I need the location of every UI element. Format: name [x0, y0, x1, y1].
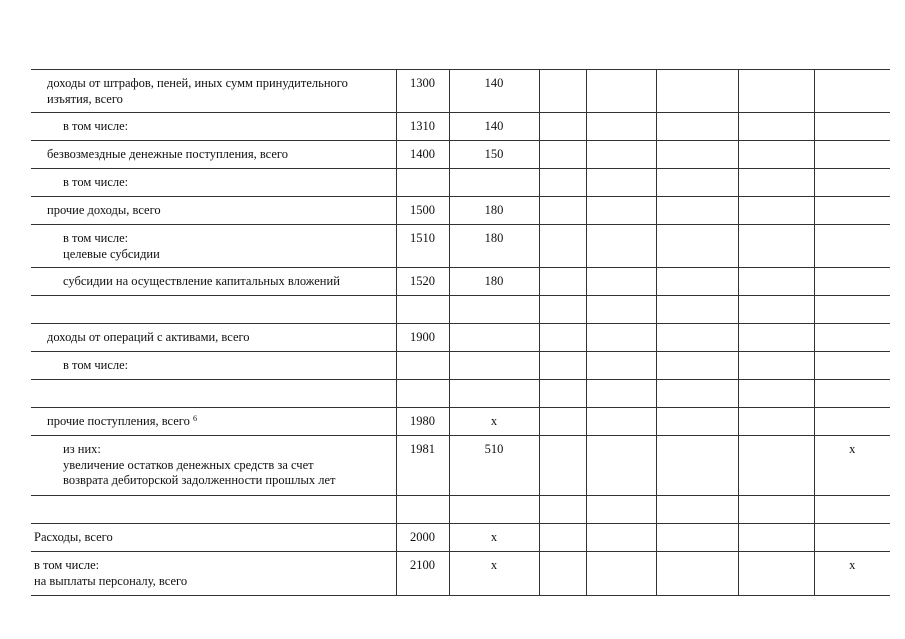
value-cell: [586, 436, 656, 496]
row-code: 1520: [396, 268, 449, 296]
row-label: [31, 197, 396, 225]
row-label-line: доходы от штрафов, пеней, иных сумм принудительного: [47, 76, 348, 90]
value-cell: [738, 408, 814, 436]
row-label-line: доходы от операций с активами, всего: [47, 330, 250, 344]
value-cell: [586, 296, 656, 324]
table-row: [31, 380, 890, 408]
row-last-value: [814, 296, 890, 324]
value-cell: [738, 197, 814, 225]
value-cell: [586, 496, 656, 524]
row-code: 1400: [396, 141, 449, 169]
row-code: 1980: [396, 408, 449, 436]
table-row: [31, 197, 890, 225]
value-cell: [656, 169, 738, 197]
value-cell: [656, 268, 738, 296]
value-cell: [656, 496, 738, 524]
row-label: [31, 352, 396, 380]
value-cell: [539, 225, 586, 268]
value-cell: [539, 436, 586, 496]
row-kosgu: х: [449, 524, 539, 552]
row-last-value: [814, 408, 890, 436]
row-label: [31, 496, 396, 524]
table-row: [31, 268, 890, 296]
value-cell: [539, 496, 586, 524]
table-row: [31, 552, 890, 596]
row-label: [31, 169, 396, 197]
row-kosgu: [449, 296, 539, 324]
row-label: [31, 380, 396, 408]
table-row: [31, 141, 890, 169]
row-code: [396, 496, 449, 524]
row-kosgu: 140: [449, 113, 539, 141]
value-cell: [539, 552, 586, 596]
value-cell: [738, 380, 814, 408]
row-kosgu: 180: [449, 268, 539, 296]
row-label-line: [47, 502, 393, 518]
row-last-value: х: [814, 436, 890, 496]
row-kosgu: 180: [449, 197, 539, 225]
value-cell: [656, 225, 738, 268]
value-cell: [539, 268, 586, 296]
value-cell: [539, 408, 586, 436]
table-row: [31, 436, 890, 496]
value-cell: [738, 141, 814, 169]
value-cell: [656, 436, 738, 496]
value-cell: [656, 380, 738, 408]
value-cell: [586, 380, 656, 408]
row-label-line: из них:: [63, 442, 101, 456]
row-label: [31, 113, 396, 141]
value-cell: [738, 296, 814, 324]
table-row: [31, 113, 890, 141]
row-label: [31, 225, 396, 268]
row-code: 1500: [396, 197, 449, 225]
value-cell: [539, 169, 586, 197]
row-label-line: Расходы, всего: [34, 530, 113, 544]
row-code: 2000: [396, 524, 449, 552]
row-kosgu: [449, 352, 539, 380]
row-label: [31, 141, 396, 169]
row-label: [31, 268, 396, 296]
row-kosgu: [449, 380, 539, 408]
value-cell: [738, 552, 814, 596]
table-row: [31, 169, 890, 197]
value-cell: [738, 324, 814, 352]
value-cell: [738, 113, 814, 141]
row-code: 1510: [396, 225, 449, 268]
value-cell: [656, 524, 738, 552]
row-kosgu: 510: [449, 436, 539, 496]
row-label-line: в том числе:: [63, 358, 129, 372]
value-cell: [539, 324, 586, 352]
value-cell: [586, 552, 656, 596]
table-row: [31, 496, 890, 524]
value-cell: [539, 380, 586, 408]
row-kosgu: 150: [449, 141, 539, 169]
value-cell: [539, 296, 586, 324]
row-label: [31, 296, 396, 324]
row-last-value: [814, 352, 890, 380]
value-cell: [738, 70, 814, 113]
row-kosgu: [449, 324, 539, 352]
table-row: [31, 408, 890, 436]
budget-table: [31, 69, 890, 596]
value-cell: [656, 552, 738, 596]
row-last-value: [814, 380, 890, 408]
row-label-line: увеличение остатков денежных средств за счет: [63, 457, 314, 472]
row-last-value: [814, 70, 890, 113]
row-label-line: в том числе:: [63, 231, 129, 245]
value-cell: [656, 408, 738, 436]
row-label-line: [47, 386, 393, 402]
row-code: 1981: [396, 436, 449, 496]
row-code: [396, 296, 449, 324]
row-label-line: безвозмездные денежные поступления, всего: [47, 147, 288, 161]
value-cell: [586, 197, 656, 225]
table-row: [31, 296, 890, 324]
value-cell: [656, 352, 738, 380]
value-cell: [656, 324, 738, 352]
row-kosgu: 140: [449, 70, 539, 113]
value-cell: [539, 141, 586, 169]
value-cell: [738, 496, 814, 524]
row-last-value: [814, 496, 890, 524]
value-cell: [586, 225, 656, 268]
row-label-line: в том числе:: [63, 175, 129, 189]
value-cell: [539, 70, 586, 113]
row-code: 1300: [396, 70, 449, 113]
row-last-value: [814, 225, 890, 268]
table-row: [31, 524, 890, 552]
row-code: [396, 169, 449, 197]
value-cell: [586, 408, 656, 436]
row-label-line: прочие доходы, всего: [47, 203, 161, 217]
value-cell: [586, 268, 656, 296]
value-cell: [738, 268, 814, 296]
row-label: [31, 524, 396, 552]
row-code: 2100: [396, 552, 449, 596]
row-label-line: на выплаты персоналу, всего: [34, 573, 188, 588]
value-cell: [586, 141, 656, 169]
row-label: [31, 324, 396, 352]
value-cell: [539, 524, 586, 552]
row-label: [31, 552, 396, 596]
row-code: 1900: [396, 324, 449, 352]
row-last-value: [814, 524, 890, 552]
row-label-line: возврата дебиторской задолженности прошлых лет: [63, 473, 336, 487]
value-cell: [656, 113, 738, 141]
row-label-line: [47, 302, 393, 318]
value-cell: [586, 524, 656, 552]
row-label-line: целевые субсидии: [63, 246, 160, 261]
value-cell: [738, 225, 814, 268]
row-label: [31, 408, 396, 436]
value-cell: [586, 113, 656, 141]
value-cell: [656, 70, 738, 113]
row-label-line: в том числе:: [63, 119, 129, 133]
table-row: [31, 70, 890, 113]
row-kosgu: [449, 169, 539, 197]
row-label: [31, 70, 396, 113]
row-last-value: х: [814, 552, 890, 596]
row-label-line: субсидии на осуществление капитальных вложений: [63, 274, 340, 288]
table-row: [31, 324, 890, 352]
row-kosgu: [449, 496, 539, 524]
value-cell: [738, 169, 814, 197]
row-last-value: [814, 197, 890, 225]
value-cell: [586, 352, 656, 380]
row-label-line: прочие поступления, всего $^6$: [47, 414, 197, 428]
row-last-value: [814, 141, 890, 169]
row-last-value: [814, 113, 890, 141]
value-cell: [539, 352, 586, 380]
value-cell: [586, 169, 656, 197]
row-kosgu: х: [449, 552, 539, 596]
row-last-value: [814, 324, 890, 352]
row-last-value: [814, 169, 890, 197]
row-code: [396, 352, 449, 380]
value-cell: [656, 141, 738, 169]
row-label: [31, 436, 396, 496]
value-cell: [656, 296, 738, 324]
row-last-value: [814, 268, 890, 296]
value-cell: [539, 113, 586, 141]
value-cell: [586, 324, 656, 352]
value-cell: [738, 524, 814, 552]
value-cell: [539, 197, 586, 225]
value-cell: [738, 352, 814, 380]
value-cell: [586, 70, 656, 113]
value-cell: [656, 197, 738, 225]
row-code: 1310: [396, 113, 449, 141]
value-cell: [738, 436, 814, 496]
row-kosgu: х: [449, 408, 539, 436]
row-kosgu: 180: [449, 225, 539, 268]
table-row: [31, 352, 890, 380]
row-label-line: в том числе:: [34, 558, 100, 572]
row-label-line: изъятия, всего: [47, 91, 123, 106]
footnote-mark: 6: [192, 414, 197, 423]
table-row: [31, 225, 890, 268]
row-code: [396, 380, 449, 408]
